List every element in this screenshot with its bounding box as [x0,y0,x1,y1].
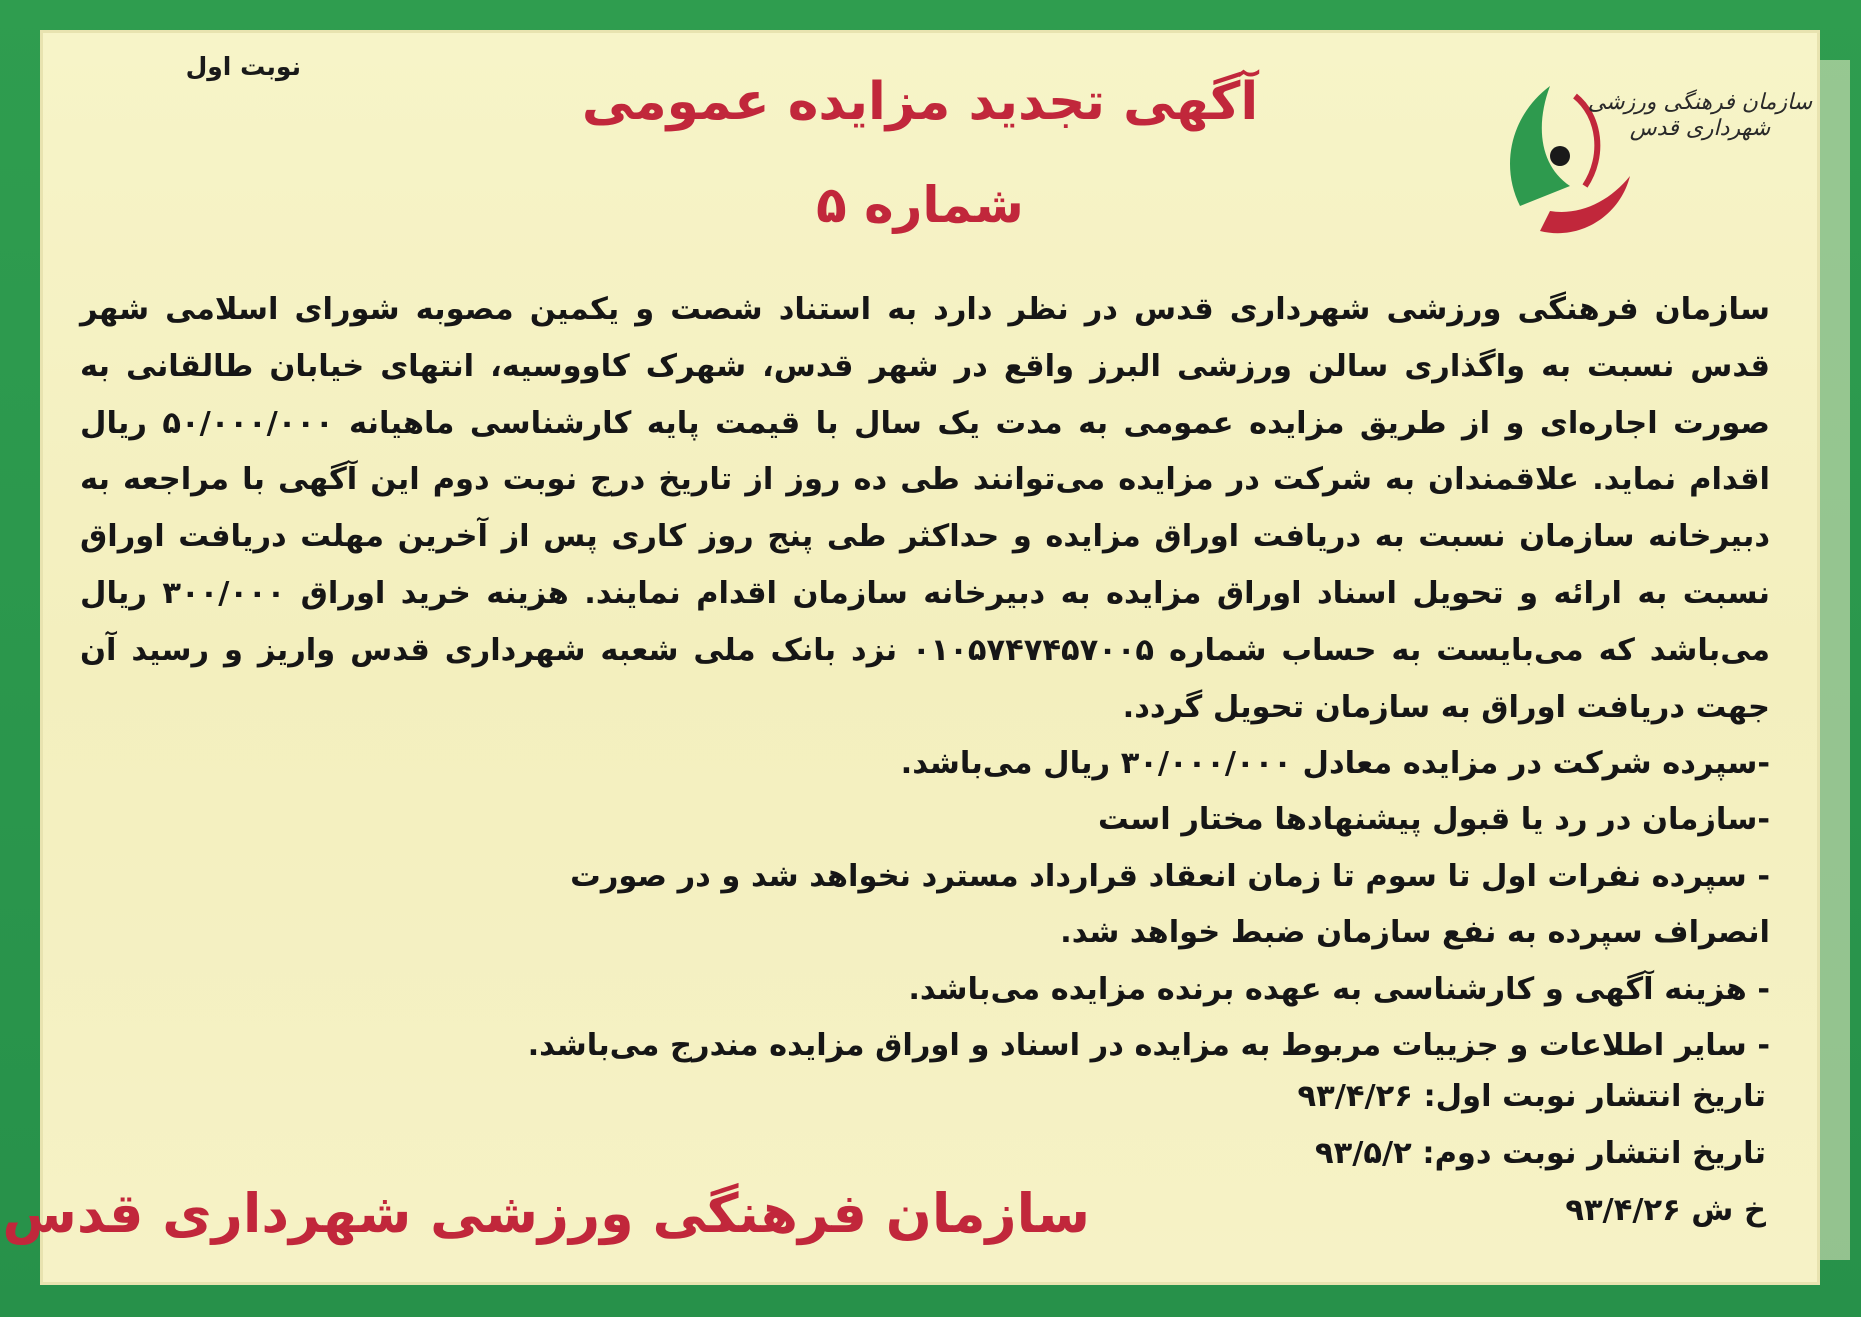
ad-title: آگهی تجدید مزایده عمومی [581,72,1259,132]
conditions-list [500,736,1770,1074]
body-paragraph: سازمان فرهنگی ورزشی شهرداری قدس در نظر دارد به استناد شصت و یکمین مصوبه شورای اسلامی شهر قدس نسبت به واگذاری سالن ورزشی البرز واقع در شهر قدس، شهرک کاووسیه، انتهای خیابان طالقانی به صورت اجاره‌ای و از طریق مزایده عمومی به مدت یک سال با قیمت پایه کارشناسی ماهیانه ۵۰/۰۰۰/۰۰۰ ریال اقدام نماید. علاقمندان به شرکت در مزایده می‌توانند طی ده روز از تاریخ درج نوبت دوم این آگهی با مراجعه به دبیرخانه سازمان نسبت به دریافت اوراق مزایده و حداکثر طی پنج روز کاری پس از آخرین مهلت دریافت اوراق نسبت به ارائه و تحویل اسناد اوراق مزایده به دبیرخانه سازمان اقدام نمایند. هزینه خرید اوراق ۳۰۰/۰۰۰ ریال می‌باشد که می‌بایست به حساب شماره ۰۱۰۵۷۴۷۴۵۷۰۰۵ نزد بانک ملی شعبه شهرداری قدس واریز و رسید آن جهت دریافت اوراق به سازمان تحویل گردد. [80,292,1770,725]
list-item: - سایر اطلاعات و جزییات مربوط به مزایده در اسناد و اوراق مزایده مندرج می‌باشد. [527,1028,1770,1064]
list-item: -سپرده شرکت در مزایده معادل ۳۰/۰۰۰/۰۰۰ ریال می‌باشد. [900,746,1770,781]
second-publish-date: تاریخ انتشار نوبت دوم: ۹۳/۵/۲ [1315,1136,1766,1171]
list-item: - سپرده نفرات اول تا سوم تا زمان انعقاد قرارداد مسترد نخواهد شد و در صورت انصراف سپرده به نفع سازمان ضبط خواهد شد. [570,858,1770,951]
list-item: - هزینه آگهی و کارشناسی به عهده برنده مزایده می‌باشد. [908,971,1770,1007]
signature-organization: سازمان فرهنگی ورزشی شهرداری قدس [2,1182,1090,1245]
ad-code: خ ش ۹۳/۴/۲۶ [1565,1193,1766,1228]
ad-number: شماره ۵ [816,176,1024,234]
ad-body [80,282,1770,736]
publish-dates [1246,1068,1766,1239]
issue-note: نوبت اول [185,52,301,81]
list-item: -سازمان در رد یا قبول پیشنهادها مختار است [1098,802,1770,838]
first-publish-date: تاریخ انتشار نوبت اول: ۹۳/۴/۲۶ [1297,1079,1766,1114]
organization-logo-icon [1480,56,1810,246]
logo-caption: سازمان فرهنگی ورزشی شهرداری قدس [1587,90,1813,141]
